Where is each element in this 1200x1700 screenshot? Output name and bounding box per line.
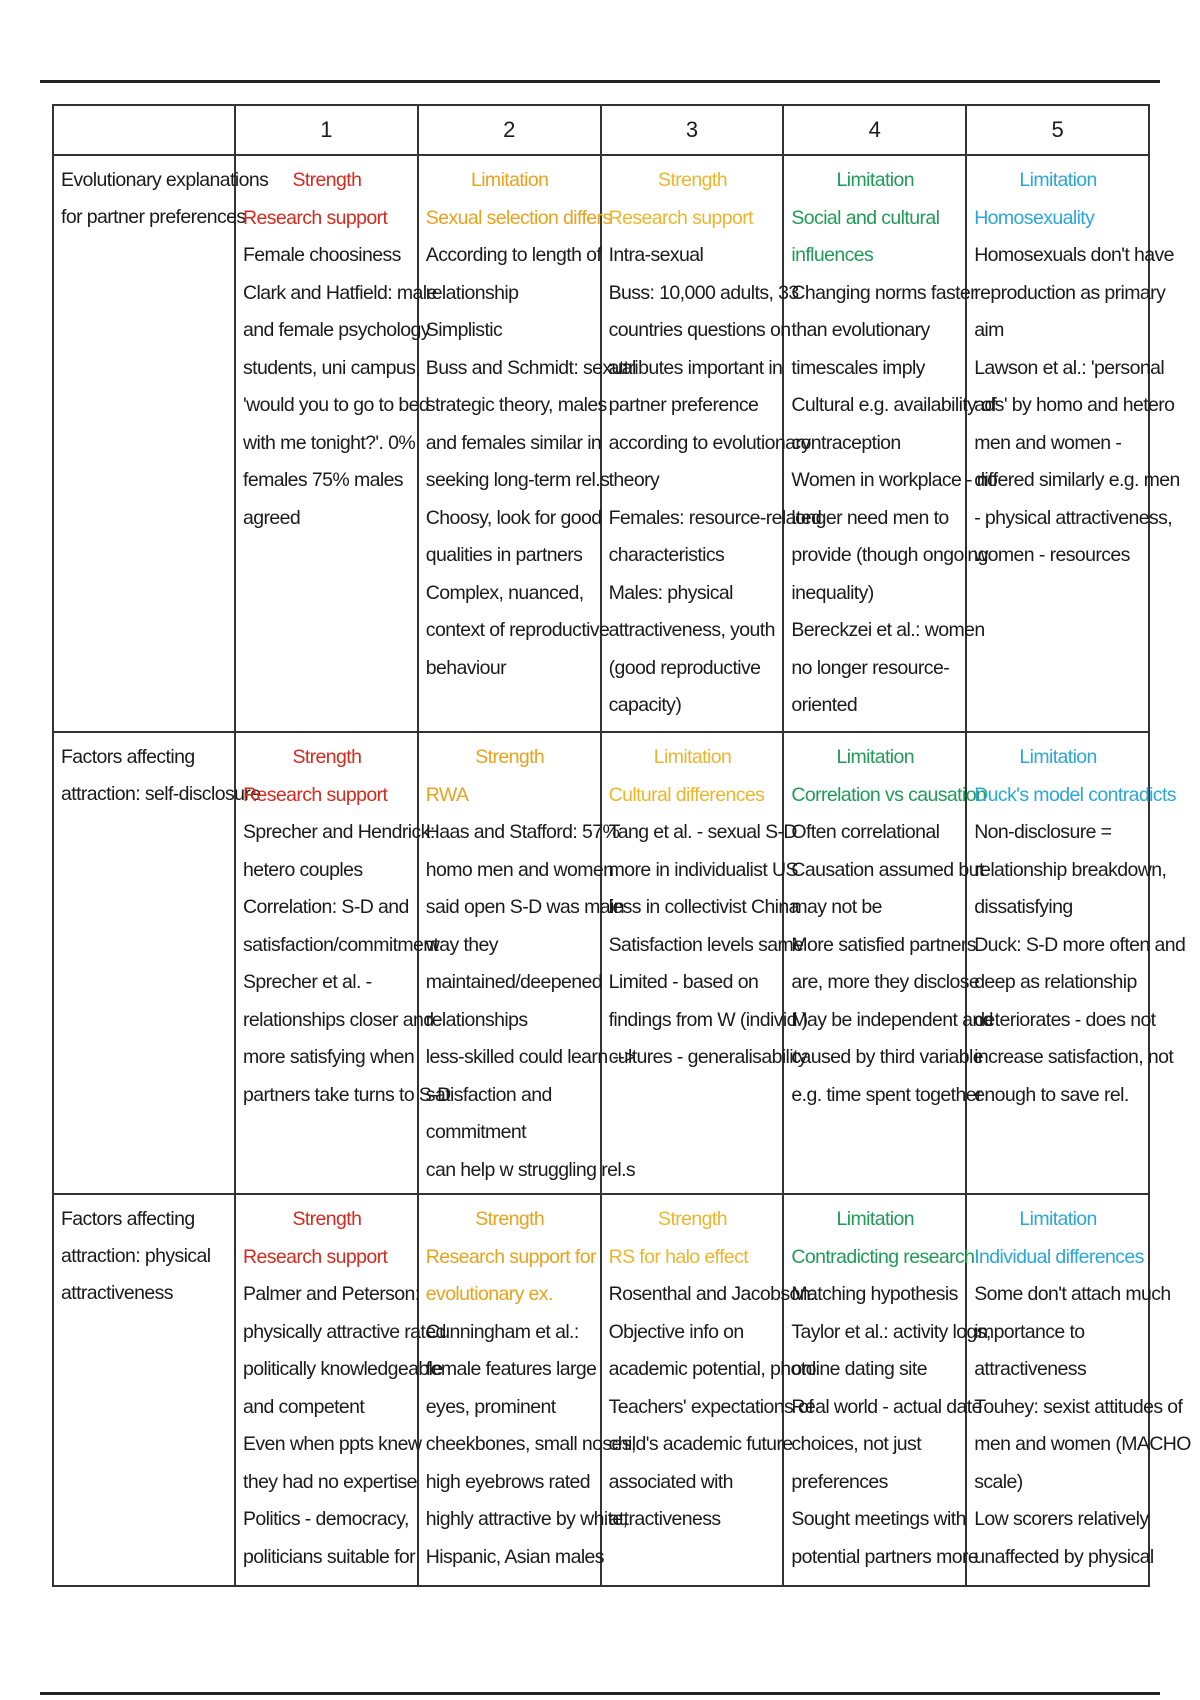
body-text-line: Sought meetings with [791,1508,966,1530]
body-text-line: Teachers' expectations of [608,1395,814,1418]
body-text-line: Limited - based on [608,971,759,993]
body-text-line: high eyebrows rated [425,1470,591,1493]
evaluation-cell [235,1194,446,1586]
body-text-line: academic potential, photo [608,1358,816,1380]
evaluation-cell [783,1194,991,1586]
verdict-label: Limitation [1019,169,1097,191]
topic-label: Individual differences [974,1245,1144,1268]
verdict-label: Limitation [836,169,915,191]
evaluation-cell [783,732,993,1194]
topic-label: Cultural differences [608,783,765,806]
body-text-line: (good reproductive [608,656,761,679]
body-text-line: hetero couples [243,858,363,881]
body-text-line: commitment [425,1121,526,1143]
body-text-line: relationships closer and [243,1008,434,1031]
body-text-line: Intra-sexual [608,244,704,266]
topic-label: Research support [243,783,388,806]
body-text-line: More satisfied partners [791,933,976,956]
topic-label: Sexual selection differs [425,206,612,229]
body-text-line: homo men and women [425,858,614,881]
body-text-line: Bereckzei et al.: women [791,619,985,641]
body-text-line: Rosenthal and Jacobson: [608,1283,815,1305]
verdict-label: Strength [292,746,362,768]
body-text-line: Complex, nuanced, [425,581,584,604]
row-heading-line: attraction: physical [61,1245,211,1267]
body-text-line: with me tonight?'. 0% [243,431,416,454]
body-text-line: politicians suitable for [243,1545,416,1568]
body-text-line: attractiveness [974,1358,1087,1380]
verdict-label: Limitation [653,746,732,768]
body-text-line: less in collectivist China [608,896,799,918]
body-text-line: provide (though ongoing [791,544,988,566]
body-text-line: characteristics [608,544,725,566]
body-text-line: Haas and Stafford: 57% [425,821,620,843]
evaluation-cell [601,732,808,1194]
body-text-line: more satisfying when [243,1046,415,1068]
body-text-line: said open S-D was main [425,896,624,918]
body-text-line: attractiveness, youth [608,619,775,641]
body-text-line: Non-disclosure = [974,821,1112,843]
evaluation-cell [966,732,1186,1194]
body-text-line: Palmer and Peterson: [243,1283,420,1305]
body-text-line: seeking long-term rel.s [425,469,610,491]
body-text-line: politically knowledgeable [243,1358,443,1380]
body-text-line: Low scorers relatively [974,1508,1149,1530]
body-text-line: dissatisfying [974,896,1073,918]
body-text-line: Homosexuals don't have [974,244,1174,266]
body-text-line: context of reproductive [425,619,610,641]
topic-label: Contradicting research [791,1245,975,1268]
body-text-line: findings from W (individ.) [608,1008,808,1031]
body-text-line: May be independent and [791,1008,993,1031]
body-text-line: men and women - [974,431,1122,454]
body-text-line: relationship breakdown, [974,858,1167,881]
body-text-line: Buss and Schmidt: sexual [425,356,636,379]
row-heading [53,1194,235,1586]
evaluation-cell [235,155,437,732]
body-text-line: Duck: S-D more often and [974,933,1186,956]
evaluation-cell [966,1194,1191,1586]
body-text-line: Lawson et al.: 'personal [974,356,1165,379]
body-text-line: caused by third variable [791,1046,983,1068]
body-text-line: According to length of [425,244,602,266]
body-text-line: 'would you to go to bed [243,394,430,416]
body-text-line: e.g. time spent together [791,1083,982,1106]
body-text-line: aim [974,319,1004,341]
verdict-label: Limitation [836,746,915,768]
body-text-line: females 75% males [243,469,403,491]
body-text-line: ads' by homo and hetero [974,394,1175,416]
column-number: 2 [418,105,601,155]
body-text-line: strategic theory, males [425,394,607,416]
body-text-line: cheekbones, small noses, [425,1433,636,1455]
body-text-line: Real world - actual date [791,1395,982,1418]
body-text-line: are, more they disclose [791,971,980,993]
topic-label: Duck's model contradicts [974,783,1176,806]
body-text-line: Taylor et al.: activity logs, [791,1320,991,1343]
body-text-line: differed similarly e.g. men [974,469,1180,491]
body-text-line: relationship [425,281,519,304]
body-text-line: preferences [791,1470,888,1493]
bottom-rule [40,1692,1160,1695]
body-text-line: scale) [974,1470,1023,1493]
body-text-line: can help w struggling rel.s [425,1158,636,1181]
body-text-line: Politics - democracy, [243,1508,409,1530]
body-text-line: eyes, prominent [425,1395,556,1418]
body-text-line: more in individualist US [608,858,798,881]
body-text-line: men and women (MACHO [974,1433,1191,1455]
body-text-line: than evolutionary [791,319,930,341]
row-heading-line: Evolutionary explanations [61,169,269,191]
table-row [53,155,1149,732]
body-text-line: and female psychology [243,319,430,341]
top-rule [40,80,1160,83]
verdict-label: Strength [475,746,545,768]
body-text-line: Some don't attach much [974,1283,1171,1305]
body-text-line: Female choosiness [243,244,401,266]
evaluation-table [52,104,1191,1587]
corner-cell [53,105,235,155]
body-text-line: satisfaction and [425,1083,552,1106]
body-text-line: Satisfaction levels same [608,933,804,956]
body-text-line: cultures - generalisability [608,1046,807,1068]
verdict-label: Strength [292,169,362,191]
evaluation-cell [601,155,822,732]
evaluation-cell [418,1194,636,1586]
body-text-line: Touhey: sexist attitudes of [974,1395,1183,1418]
header-row [53,105,1149,155]
body-text-line: attractiveness [608,1508,721,1530]
body-text-line: Females: resource-related [608,506,822,529]
body-text-line: Cultural e.g. availability of [791,394,997,416]
column-number: 4 [783,105,966,155]
topic-label: Homosexuality [974,206,1095,229]
body-text-line: partner preference [608,394,759,416]
body-text-line: and competent [243,1395,365,1418]
verdict-label: Limitation [836,1208,915,1230]
topic-label: RS for halo effect [608,1245,749,1268]
column-number: 3 [601,105,784,155]
body-text-line: satisfaction/commitment [243,933,439,956]
body-text-line: associated with [608,1470,733,1493]
verdict-label: Limitation [1019,746,1097,768]
body-text-line: Often correlational [791,821,940,843]
body-text-line: attributes important in [608,356,783,379]
body-text-line: choices, not just [791,1433,922,1455]
body-text-line: women - resources [974,544,1130,566]
body-text-line: way they [425,933,498,956]
topic-label: evolutionary ex. [425,1283,553,1305]
row-heading-line: attractiveness [61,1282,173,1304]
row-heading-line: Factors affecting [61,746,195,768]
body-text-line: Objective info on [608,1320,744,1343]
body-text-line: theory [608,469,660,491]
verdict-label: Strength [292,1208,362,1230]
body-text-line: capacity) [608,694,682,716]
body-text-line: partners take turns to S-D [243,1083,451,1106]
body-text-line: longer need men to [791,506,949,529]
body-text-line: reproduction as primary [974,281,1166,304]
body-text-line: Even when ppts knew [243,1433,422,1455]
body-text-line: enough to save rel. [974,1083,1129,1106]
row-heading-line: attraction: self-disclosure [61,783,261,805]
verdict-label: Strength [475,1208,545,1230]
topic-label: Research support for [425,1245,596,1268]
body-text-line: Cunningham et al.: [425,1320,579,1343]
verdict-label: Strength [658,169,727,191]
body-text-line: highly attractive by white, [425,1508,628,1530]
body-text-line: female features large [425,1358,597,1380]
topic-label: Research support [608,206,753,229]
verdict-label: Limitation [470,169,549,191]
body-text-line: and females similar in [425,431,602,454]
evaluation-cell [418,732,636,1194]
topic-label: Correlation vs causation [791,783,987,806]
body-text-line: according to evolutionary [608,431,811,454]
body-text-line: - physical attractiveness, [974,506,1173,529]
topic-label: Social and cultural [791,206,940,229]
row-heading-line: for partner preferences [61,206,246,228]
body-text-line: Correlation: S-D and [243,896,409,918]
body-text-line: maintained/deepened [425,971,602,993]
body-text-line: Hispanic, Asian males [425,1545,604,1568]
body-text-line: Simplistic [425,319,503,341]
body-text-line: oriented [791,694,858,716]
body-text-line: inequality) [791,581,874,604]
body-text-line: Causation assumed but [791,858,984,881]
body-text-line: students, uni campus, [243,356,421,379]
row-heading [53,155,269,732]
body-text-line: Women in workplace - no [791,469,998,491]
column-number: 1 [235,105,418,155]
body-text-line: physically attractive rated [243,1320,446,1343]
body-text-line: Males: physical [608,581,733,604]
body-text-line: Sprecher and Hendrick: [243,821,435,843]
body-text-line: child's academic future [608,1433,793,1455]
body-text-line: deteriorates - does not [974,1008,1156,1031]
body-text-line: Changing norms faster [791,281,977,304]
body-text-line: Buss: 10,000 adults, 33 [608,281,799,304]
body-text-line: Matching hypothesis [791,1283,958,1305]
body-text-line: may not be [791,896,882,918]
body-text-line: countries questions on [608,319,791,341]
body-text-line: Clark and Hatfield: male [243,281,437,304]
body-text-line: less-skilled could learn --> [425,1046,635,1068]
body-text-line: they had no expertise [243,1470,417,1493]
body-text-line: unaffected by physical [974,1545,1154,1568]
body-text-line: Sprecher et al. - [243,971,372,993]
body-text-line: qualities in partners [425,544,583,566]
body-text-line: Choosy, look for good [425,506,602,529]
body-text-line: importance to [974,1320,1085,1343]
body-text-line: Tang et al. - sexual S-D [608,821,797,843]
topic-label: influences [791,244,874,266]
column-number: 5 [966,105,1149,155]
topic-label: Research support [243,1245,388,1268]
table-row [53,1194,1149,1586]
body-text-line: online dating site [791,1358,927,1380]
body-text-line: relationships [425,1008,528,1031]
topic-label: RWA [425,783,469,806]
verdict-label: Limitation [1019,1208,1097,1230]
body-text-line: deep as relationship [974,971,1137,993]
evaluation-cell [601,1194,816,1586]
body-text-line: behaviour [425,656,507,679]
verdict-label: Strength [658,1208,727,1230]
body-text-line: increase satisfaction, not [974,1046,1174,1068]
row-heading [53,732,261,1194]
evaluation-cell [418,155,636,732]
body-text-line: potential partners more [791,1545,979,1568]
body-text-line: timescales imply [791,356,925,379]
row-heading-line: Factors affecting [61,1208,195,1230]
topic-label: Research support [243,206,388,229]
body-text-line: contraception [791,431,901,454]
evaluation-cell [966,155,1180,732]
table-row [53,732,1149,1194]
body-text-line: no longer resource- [791,656,950,679]
body-text-line: agreed [243,506,301,529]
